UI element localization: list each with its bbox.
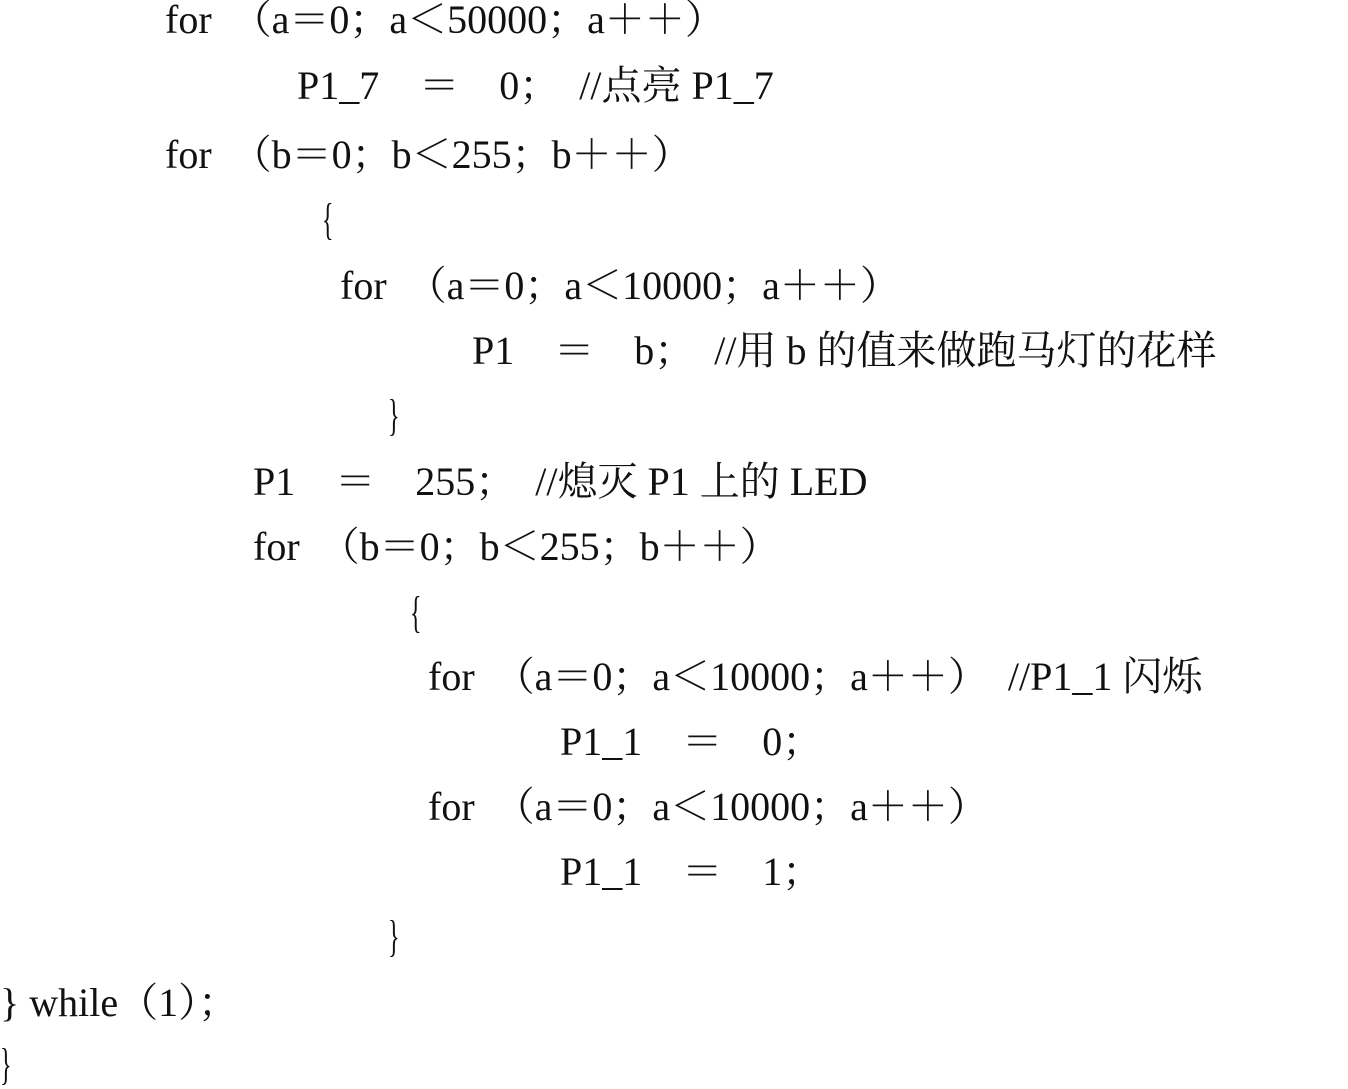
code-line-8: P1 ＝ 255； //熄灭 P1 上的 LED — [253, 459, 868, 504]
code-line-14: P1_1 ＝ 1； — [560, 849, 823, 894]
code-line-10-open-brace: { — [410, 588, 422, 637]
code-line-7-close-brace: } — [388, 391, 400, 440]
code-line-4-open-brace: { — [322, 195, 334, 244]
code-line-1: for （a＝0；a＜50000；a＋＋） — [165, 0, 725, 42]
code-line-3: for （b＝0；b＜255；b＋＋） — [165, 132, 692, 177]
code-line-13: for （a＝0；a＜10000；a＋＋） — [428, 784, 988, 829]
code-line-5: for （a＝0；a＜10000；a＋＋） — [340, 263, 900, 308]
code-line-11: for （a＝0；a＜10000；a＋＋） //P1_1 闪烁 — [428, 654, 1203, 699]
code-line-6: P1 ＝ b； //用 b 的值来做跑马灯的花样 — [472, 328, 1217, 373]
code-line-16: } while（1）； — [0, 980, 239, 1025]
code-line-2: P1_7 ＝ 0； //点亮 P1_7 — [297, 63, 774, 108]
code-line-12: P1_1 ＝ 0； — [560, 719, 823, 764]
code-line-9: for （b＝0；b＜255；b＋＋） — [253, 524, 780, 569]
code-line-15-close-brace: } — [388, 912, 400, 961]
code-line-17-close-brace: } — [0, 1040, 12, 1089]
